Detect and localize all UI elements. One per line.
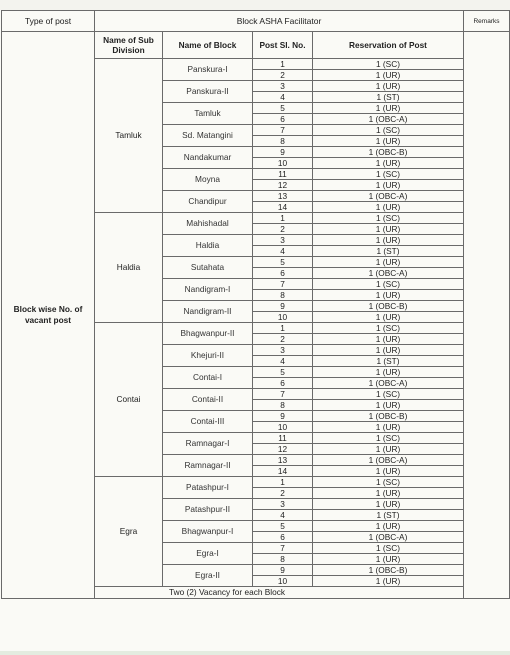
reservation-cell: 1 (SC): [313, 433, 464, 444]
block-name-cell: Egra-I: [163, 543, 253, 565]
post-sl-cell: 2: [253, 334, 313, 345]
reservation-cell: 1 (UR): [313, 466, 464, 477]
post-sl-cell: 7: [253, 125, 313, 136]
post-sl-cell: 1: [253, 477, 313, 488]
block-name-cell: Tamluk: [163, 103, 253, 125]
post-sl-cell: 8: [253, 290, 313, 301]
block-name-cell: Patashpur-I: [163, 477, 253, 499]
reservation-cell: 1 (UR): [313, 257, 464, 268]
reservation-cell: 1 (UR): [313, 202, 464, 213]
reservation-cell: 1 (SC): [313, 543, 464, 554]
reservation-cell: 1 (ST): [313, 356, 464, 367]
reservation-cell: 1 (SC): [313, 169, 464, 180]
post-sl-cell: 14: [253, 202, 313, 213]
reservation-cell: 1 (UR): [313, 422, 464, 433]
sub-division-cell: Contai: [95, 323, 163, 477]
reservation-cell: 1 (UR): [313, 158, 464, 169]
reservation-cell: 1 (UR): [313, 554, 464, 565]
post-sl-cell: 6: [253, 114, 313, 125]
post-sl-cell: 8: [253, 400, 313, 411]
vacancy-table: [1, 10, 510, 599]
post-sl-cell: 9: [253, 565, 313, 576]
reservation-cell: 1 (OBC-A): [313, 191, 464, 202]
reservation-cell: 1 (UR): [313, 521, 464, 532]
reservation-cell: 1 (SC): [313, 59, 464, 70]
reservation-cell: 1 (ST): [313, 92, 464, 103]
reservation-cell: 1 (SC): [313, 125, 464, 136]
sub-division-cell: Egra: [95, 477, 163, 587]
type-of-post-header: Type of post: [2, 11, 95, 32]
post-sl-cell: 8: [253, 136, 313, 147]
reservation-cell: 1 (OBC-A): [313, 532, 464, 543]
block-name-cell: Sd. Matangini: [163, 125, 253, 147]
reservation-cell: 1 (UR): [313, 444, 464, 455]
document-page: [0, 10, 510, 651]
block-name-cell: Sutahata: [163, 257, 253, 279]
post-sl-cell: 12: [253, 444, 313, 455]
post-sl-cell: 2: [253, 70, 313, 81]
post-sl-cell: 1: [253, 213, 313, 224]
post-sl-cell: 7: [253, 279, 313, 290]
post-title-header: Block ASHA Facilitator: [95, 11, 464, 32]
post-sl-cell: 1: [253, 323, 313, 334]
post-sl-cell: 4: [253, 92, 313, 103]
post-sl-cell: 3: [253, 345, 313, 356]
sub-division-cell: Haldia: [95, 213, 163, 323]
post-sl-cell: 6: [253, 378, 313, 389]
post-sl-cell: 9: [253, 147, 313, 158]
post-sl-cell: 10: [253, 158, 313, 169]
reservation-cell: 1 (OBC-B): [313, 301, 464, 312]
page-edge: [0, 651, 510, 655]
block-name-cell: Panskura-I: [163, 59, 253, 81]
post-sl-cell: 5: [253, 103, 313, 114]
reservation-cell: 1 (SC): [313, 477, 464, 488]
reservation-cell: 1 (UR): [313, 334, 464, 345]
reservation-cell: 1 (UR): [313, 488, 464, 499]
post-sl-cell: 5: [253, 521, 313, 532]
reservation-cell: 1 (OBC-B): [313, 147, 464, 158]
block-name-cell: Contai-II: [163, 389, 253, 411]
block-name-cell: Patashpur-II: [163, 499, 253, 521]
post-sl-cell: 2: [253, 488, 313, 499]
reservation-cell: 1 (SC): [313, 323, 464, 334]
post-sl-cell: 10: [253, 576, 313, 587]
sub-division-header: Name of Sub Division: [95, 32, 163, 59]
reservation-cell: 1 (SC): [313, 213, 464, 224]
block-name-cell: Contai-III: [163, 411, 253, 433]
reservation-cell: 1 (UR): [313, 81, 464, 92]
reservation-cell: 1 (OBC-B): [313, 411, 464, 422]
post-sl-cell: 5: [253, 367, 313, 378]
post-sl-cell: 6: [253, 532, 313, 543]
footer-note: Two (2) Vacancy for each Block: [95, 587, 464, 599]
block-name-cell: Nandakumar: [163, 147, 253, 169]
post-sl-cell: 9: [253, 411, 313, 422]
reservation-cell: 1 (UR): [313, 136, 464, 147]
block-name-cell: Egra-II: [163, 565, 253, 587]
type-label-cell: Block wise No. of vacant post: [2, 32, 95, 599]
post-sl-header: Post Sl. No.: [253, 32, 313, 59]
reservation-cell: 1 (UR): [313, 103, 464, 114]
reservation-cell: 1 (SC): [313, 279, 464, 290]
post-sl-cell: 9: [253, 301, 313, 312]
block-name-cell: Bhagwanpur-II: [163, 323, 253, 345]
post-sl-cell: 7: [253, 389, 313, 400]
block-header: Name of Block: [163, 32, 253, 59]
reservation-cell: 1 (UR): [313, 576, 464, 587]
block-name-cell: Mahishadal: [163, 213, 253, 235]
post-sl-cell: 4: [253, 356, 313, 367]
table-header-row: [2, 11, 510, 32]
reservation-cell: 1 (UR): [313, 367, 464, 378]
post-sl-cell: 12: [253, 180, 313, 191]
post-sl-cell: 7: [253, 543, 313, 554]
post-sl-cell: 13: [253, 191, 313, 202]
reservation-cell: 1 (ST): [313, 246, 464, 257]
sub-division-cell: Tamluk: [95, 59, 163, 213]
reservation-cell: 1 (OBC-A): [313, 114, 464, 125]
reservation-cell: 1 (OBC-B): [313, 565, 464, 576]
block-name-cell: Khejuri-II: [163, 345, 253, 367]
vacancy-table-body: [2, 11, 510, 599]
column-header-row: [2, 32, 510, 59]
post-sl-cell: 2: [253, 224, 313, 235]
block-name-cell: Contai-I: [163, 367, 253, 389]
reservation-cell: 1 (OBC-A): [313, 268, 464, 279]
post-sl-cell: 3: [253, 81, 313, 92]
block-name-cell: Bhagwanpur-I: [163, 521, 253, 543]
block-name-cell: Ramnagar-I: [163, 433, 253, 455]
reservation-cell: 1 (SC): [313, 389, 464, 400]
post-sl-cell: 14: [253, 466, 313, 477]
reservation-cell: 1 (UR): [313, 70, 464, 81]
post-sl-cell: 11: [253, 169, 313, 180]
reservation-cell: 1 (UR): [313, 290, 464, 301]
reservation-header: Reservation of Post: [313, 32, 464, 59]
reservation-cell: 1 (OBC-A): [313, 455, 464, 466]
block-name-cell: Moyna: [163, 169, 253, 191]
post-sl-cell: 10: [253, 312, 313, 323]
block-name-cell: Ramnagar-II: [163, 455, 253, 477]
post-sl-cell: 8: [253, 554, 313, 565]
post-sl-cell: 1: [253, 59, 313, 70]
reservation-cell: 1 (UR): [313, 235, 464, 246]
reservation-cell: 1 (UR): [313, 180, 464, 191]
block-name-cell: Chandipur: [163, 191, 253, 213]
block-name-cell: Nandigram-I: [163, 279, 253, 301]
reservation-cell: 1 (UR): [313, 499, 464, 510]
block-name-cell: Haldia: [163, 235, 253, 257]
post-sl-cell: 3: [253, 499, 313, 510]
block-name-cell: Panskura-II: [163, 81, 253, 103]
post-sl-cell: 10: [253, 422, 313, 433]
post-sl-cell: 5: [253, 257, 313, 268]
remarks-cell: [464, 32, 510, 599]
post-sl-cell: 4: [253, 246, 313, 257]
post-sl-cell: 3: [253, 235, 313, 246]
reservation-cell: 1 (OBC-A): [313, 378, 464, 389]
remarks-header: Remarks: [464, 11, 510, 32]
post-sl-cell: 4: [253, 510, 313, 521]
post-sl-cell: 6: [253, 268, 313, 279]
block-name-cell: Nandigram-II: [163, 301, 253, 323]
reservation-cell: 1 (UR): [313, 400, 464, 411]
reservation-cell: 1 (UR): [313, 312, 464, 323]
post-sl-cell: 11: [253, 433, 313, 444]
reservation-cell: 1 (UR): [313, 224, 464, 235]
reservation-cell: 1 (ST): [313, 510, 464, 521]
reservation-cell: 1 (UR): [313, 345, 464, 356]
post-sl-cell: 13: [253, 455, 313, 466]
